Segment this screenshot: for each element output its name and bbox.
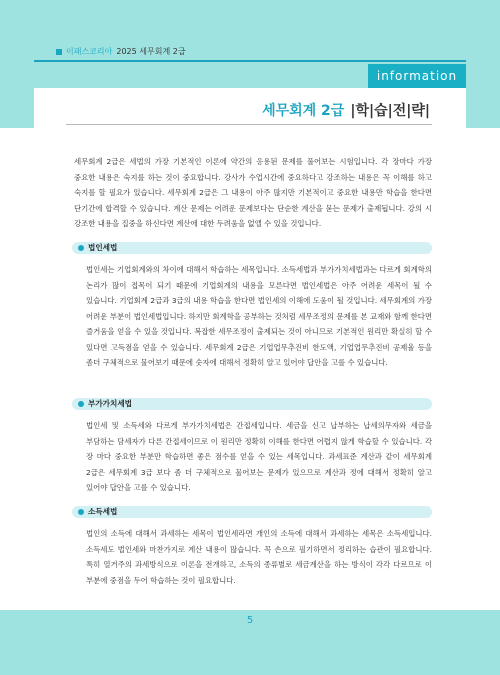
- page-title-sub: |학|습|전|략|: [350, 103, 430, 119]
- information-tab: [368, 64, 466, 88]
- header-rule: [34, 60, 466, 62]
- page-title-main: 세무회계 2급: [262, 103, 345, 119]
- information-tab-label: information: [376, 69, 458, 83]
- page-number: 5: [246, 615, 254, 626]
- section-body-income-tax: 법인의 소득에 대해서 과세하는 세목이 법인세라면 개인의 소득에 대해서 과세하는 세목은 소득세입니다. 소득세도 법인세와 마찬가지로 계산 내용이 많습니다. 꼭 손으로 필기하면서 정리하는 습관이 필요합니다. 특히 열거주의 과세방식으로 이론을 전개하고, 소득의 종류별로 세금계산을 하는 방식이 각각 다르므로 이 부분에 중점을 두어 학습하는 것이 필요합니다.: [86, 529, 432, 585]
- intro-paragraph: 세무회계 2급은 세법의 가장 기본적인 이론에 약간의 응용된 문제를 풀어보는 시험입니다. 각 장마다 가장 중요한 내용은 숙지를 하는 것이 중요합니다. 강사가 수업시간에 중요하다고 강조하는 내용은 꼭 이해를 하고 숙지를 할 필요가 있습니다. 세무회계 2급은 그 내용이 아주 많지만 기본적이고 중요한 내용만 학습을 한다면 단기간에 합격할 수 있습니다. 계산 문제는 어려운 문제보다는 단순한 계산을 묻는 문제가 출제됩니다. 강의 시 강조한 내용을 집중을 하신다면 계산에 대한 두려움을 없앨 수 있을 것입니다.: [74, 157, 432, 228]
- section-heading-label: 소득세법: [88, 507, 118, 516]
- section-heading-income-tax: [72, 506, 432, 518]
- section-body-vat: 법인세 및 소득세와 다르게 부가가치세법은 간접세입니다. 세금을 신고 납부하는 납세의무자와 세금을 부담하는 담세자가 다른 간접세이므로 이 원리만 정확히 이해를 한다면 어렵지 않게 학습할 수 있습니다. 각 장 마다 중요한 부분만 학습하면 좋은 점수를 얻을 수 있는 세목입니다. 과세표준 계산과 같이 세무회계 2급은 세무회계 3급 보다 좀 더 구체적으로 물어보는 문제가 있으므로 계산과 정에 대해서 정확히 알고 있어야 답안을 고를 수 있습니다.: [86, 421, 432, 492]
- header-brand: 이패스코리아: [66, 47, 113, 56]
- running-header: [66, 46, 186, 57]
- header-square-icon: [56, 49, 62, 55]
- section-heading-corporate-tax: [72, 242, 432, 254]
- section-heading-vat: [72, 398, 432, 410]
- bullet-dot-icon: [78, 401, 84, 407]
- page-title: [0, 100, 430, 120]
- bullet-dot-icon: [78, 245, 84, 251]
- section-body-corporate-tax: 법인세는 기업회계와의 차이에 대해서 학습하는 세목입니다. 소득세법과 부가가치세법과는 다르게 회계학의 논리가 많이 접목이 되기 때문에 기업회계의 내용을 모른다면 법인세법은 아주 어려운 세목이 될 수 있습니다. 기업회계 2급과 3급의 내용 학습을 한다면 법인세의 이해에 도움이 될 것입니다. 세무회계의 가장 어려운 부분이 법인세법입니다. 하지만 회계학을 공부하는 것처럼 세무조정의 문제를 본 교재와 함께 한다면 즐거움을 얻을 수 있을 것입니다. 복잡한 세무조정이 출제되는 것이 아니므로 기본적인 원리만 확실히 할 수 있다면 고득점을 얻을 수 있습니다. 세무회계 2급은 기업업무추진비 한도액, 기업업무추진비 공제율 등을 좀더 구체적으로 물어보기 때문에 숫자에 대해서 정확히 알고 있어야 답안을 고를 수 있습니다.: [86, 265, 432, 367]
- title-divider: [66, 124, 432, 125]
- section-heading-label: 법인세법: [88, 243, 118, 252]
- header-title: 2025 세무회계 2급: [116, 47, 186, 56]
- bullet-dot-icon: [78, 509, 84, 515]
- section-heading-label: 부가가치세법: [88, 399, 133, 408]
